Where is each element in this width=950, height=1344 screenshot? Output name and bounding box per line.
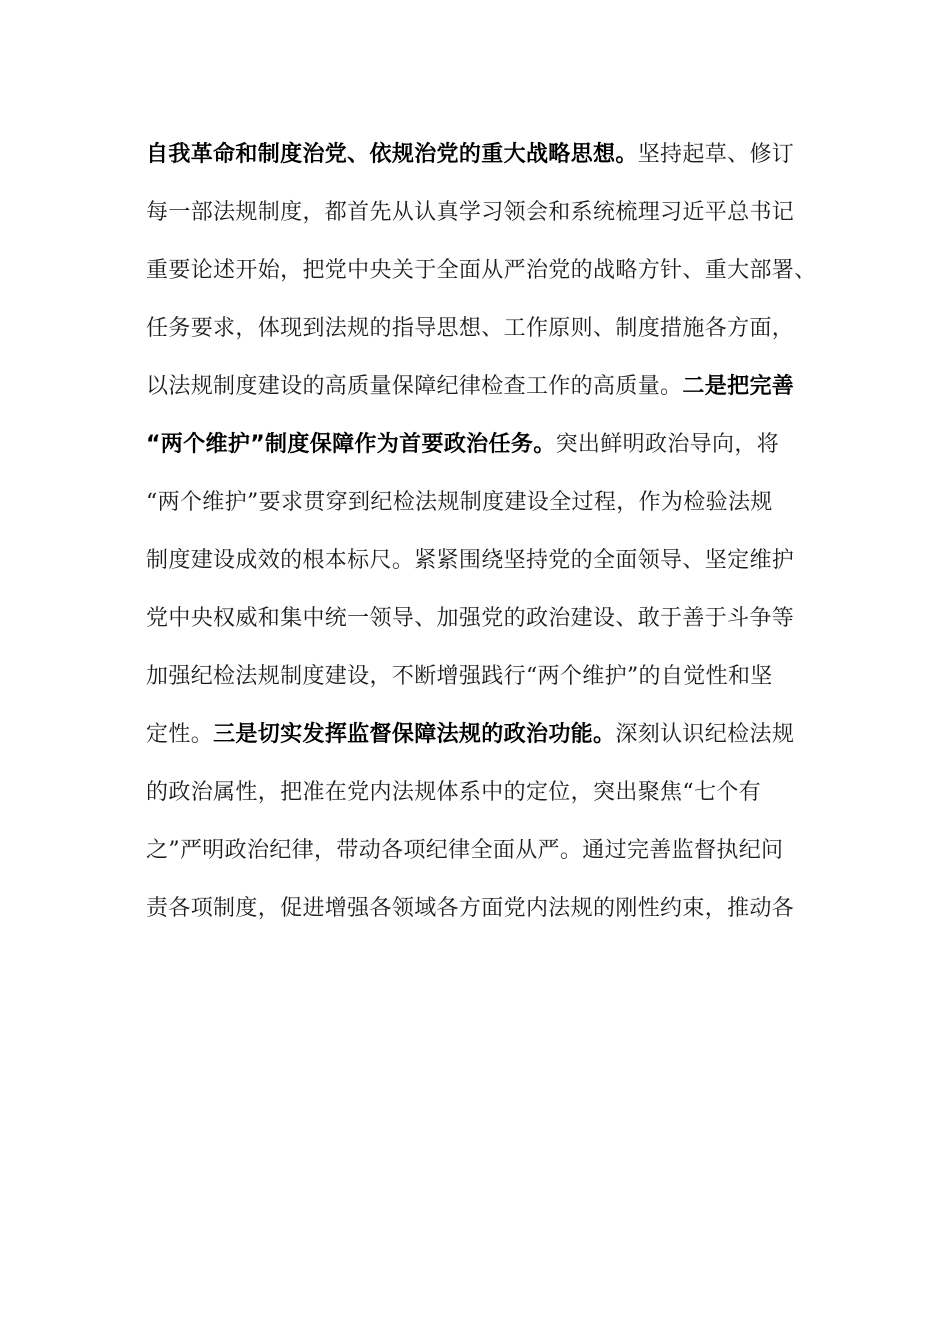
body-text: 突出鲜明政治导向，将 — [555, 432, 780, 457]
paragraph-line — [146, 653, 816, 711]
paragraph-line — [146, 363, 816, 421]
paragraph-line — [146, 479, 816, 537]
bold-heading-text: “两个维护”制度保障作为首要政治任务。 — [146, 432, 556, 457]
body-text: 以法规制度建设的高质量保障纪律检查工作的高质量。 — [146, 374, 683, 399]
body-text: 坚持起草、修订 — [637, 142, 795, 167]
body-text: 加强纪检法规制度建设，不断增强践行“两个维护”的自觉性和坚 — [146, 664, 773, 689]
body-text: 定性。 — [146, 722, 214, 747]
paragraph-line — [146, 769, 816, 827]
body-text: 每一部法规制度，都首先从认真学习领会和系统梳理习近平总书记 — [146, 200, 795, 225]
bold-heading-text: 二是把完善 — [682, 374, 795, 399]
body-text: 制度建设成效的根本标尺。紧紧围绕坚持党的全面领导、坚定维护 — [146, 548, 795, 573]
body-text: 的政治属性，把准在党内法规体系中的定位，突出聚焦“七个有 — [146, 780, 762, 805]
body-text: 责各项制度，促进增强各领域各方面党内法规的刚性约束，推动各 — [146, 896, 795, 921]
paragraph-line — [146, 827, 816, 885]
body-text: “两个维护”要求贯穿到纪检法规制度建设全过程，作为检验法规 — [146, 490, 773, 515]
body-text: 之”严明政治纪律，带动各项纪律全面从严。通过完善监督执纪问 — [146, 838, 784, 863]
bold-heading-text: 自我革命和制度治党、依规治党的重大战略思想。 — [146, 142, 638, 167]
paragraph-line — [146, 421, 816, 479]
body-text: 重要论述开始，把党中央关于全面从严治党的战略方针、重大部署、 — [146, 258, 817, 283]
paragraph-line — [146, 189, 816, 247]
paragraph-line — [146, 305, 816, 363]
bold-heading-text: 三是切实发挥监督保障法规的政治功能。 — [213, 722, 616, 747]
paragraph-line — [146, 885, 816, 943]
document-body — [146, 131, 816, 943]
paragraph-line — [146, 595, 816, 653]
paragraph-line — [146, 537, 816, 595]
paragraph-line — [146, 711, 816, 769]
body-text: 深刻认识纪检法规 — [615, 722, 795, 747]
paragraph-line — [146, 247, 816, 305]
body-text: 党中央权威和集中统一领导、加强党的政治建设、敢于善于斗争等 — [146, 606, 795, 631]
body-text: 任务要求，体现到法规的指导思想、工作原则、制度措施各方面， — [146, 316, 795, 341]
paragraph-line — [146, 131, 816, 189]
